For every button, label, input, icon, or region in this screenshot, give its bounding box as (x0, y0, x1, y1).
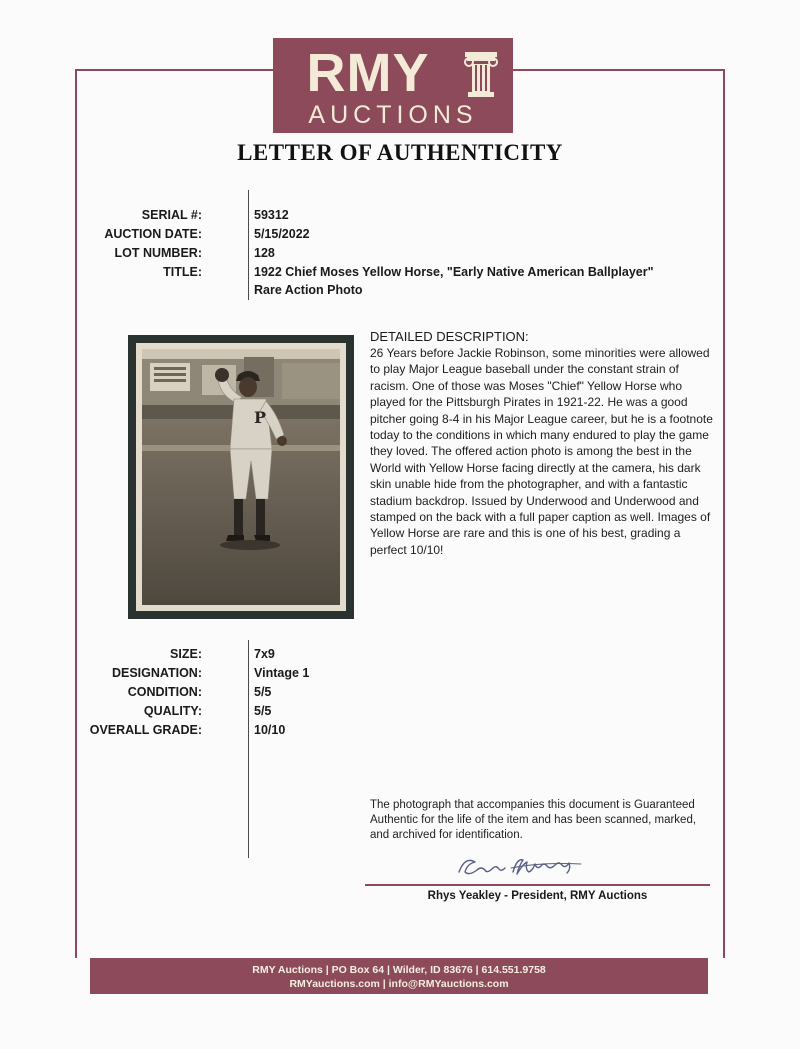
field-label: TITLE: (163, 265, 202, 279)
guarantee-statement: The photograph that accompanies this document is Guaranteed Authentic for the life of the item and has been scanned, marked, and archived for identification. (370, 799, 697, 841)
field-label: SERIAL #: (141, 208, 202, 222)
field-value: 5/15/2022 (254, 227, 310, 241)
logo-sub-text: AUCTIONS (308, 101, 478, 129)
logo-brand-text: RMY (306, 43, 430, 103)
ionic-column-icon (463, 52, 499, 98)
field-value: 59312 (254, 208, 289, 222)
field-value: 5/5 (254, 704, 272, 718)
footer-web: RMYauctions.com | info@RMYauctions.com (289, 978, 509, 990)
field-value: Rare Action Photo (254, 283, 363, 297)
frame-left-line (75, 69, 77, 958)
jersey-letter: P (254, 408, 267, 427)
field-value: 128 (254, 246, 275, 260)
photo-border (136, 343, 346, 611)
field-label: DESIGNATION: (111, 666, 202, 680)
field-value: 1922 Chief Moses Yellow Horse, "Early Native American Ballplayer" (254, 265, 654, 279)
field-label: QUALITY: (143, 704, 202, 718)
document-title: LETTER OF AUTHENTICITY (237, 140, 563, 165)
footer-bar (90, 958, 708, 994)
footer-contact: RMY Auctions | PO Box 64 | Wilder, ID 83676 | 614.551.9758 (252, 964, 546, 976)
signature-caption: Rhys Yeakley - President, RMY Auctions (427, 890, 648, 902)
field-label: LOT NUMBER: (114, 246, 202, 260)
baseball-player-photo (142, 349, 340, 605)
field-value: 10/10 (254, 723, 286, 737)
field-label: SIZE: (170, 647, 202, 661)
upper-divider (248, 190, 249, 300)
field-value: Vintage 1 (254, 666, 310, 680)
field-label: AUCTION DATE: (104, 227, 202, 241)
field-label: CONDITION: (127, 685, 202, 699)
description-text: 26 Years before Jackie Robinson, some minorities were allowed to play Major League baseball under the constant strain of racism. One of those was Moses "Chief" Yellow Horse who played for the Pittsburgh Pirates in 1921-22. He was a good pitcher going 8-4 in his Major League career, but he is a footnote today to the conditions in which many endured to play the game they loved. The offered action photo is among the best in the World with Yellow Horse facing directly at the camera, his dark skin unable hide from the photographer, and with a fantastic stadium backdrop. Issued by Underwood and Underwood and stamped on the back with a full paper caption as well. Images of Yellow Horse are rare and this is one of his best, grading a perfect 10/10! (370, 346, 713, 557)
frame-right-line (723, 69, 725, 958)
frame-top-right-line (513, 69, 725, 71)
field-value: 5/5 (254, 685, 272, 699)
rmy-auctions-logo (273, 38, 513, 133)
field-value: 7x9 (254, 647, 275, 661)
frame-top-left-line (75, 69, 273, 71)
description-heading: DETAILED DESCRIPTION: (370, 329, 529, 344)
field-label: OVERALL GRADE: (89, 723, 202, 737)
lower-divider (248, 640, 249, 858)
handwritten-signature (455, 852, 630, 882)
photo-mat (128, 335, 354, 619)
signature-line (365, 884, 710, 886)
